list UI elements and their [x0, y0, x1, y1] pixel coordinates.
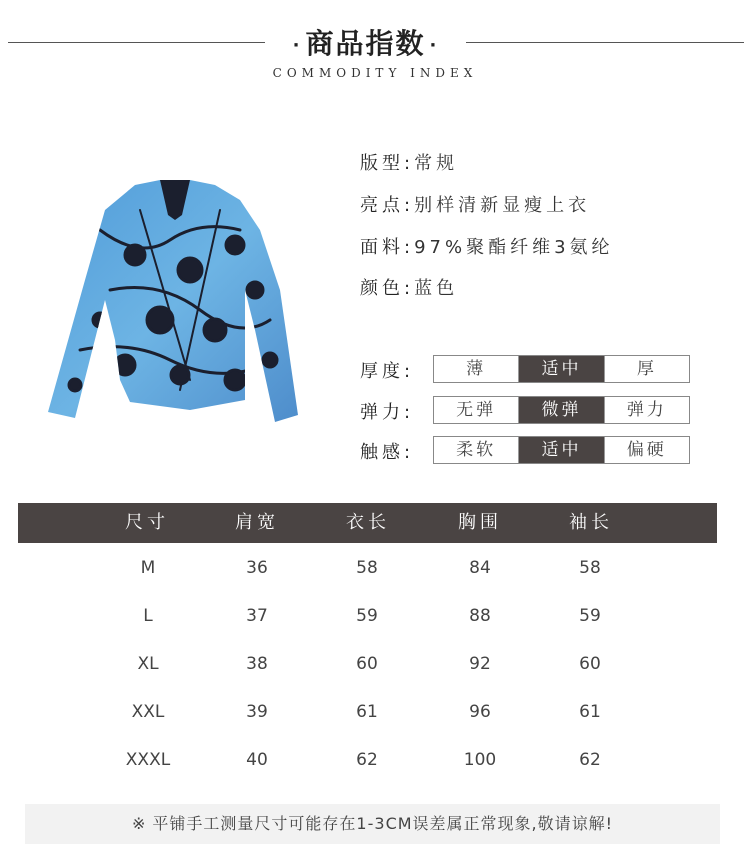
- column-header: 衣长: [346, 512, 390, 533]
- table-cell: 60: [579, 654, 601, 674]
- table-cell: M: [140, 558, 156, 578]
- spec-color: [360, 274, 458, 300]
- column-header: 肩宽: [235, 512, 279, 533]
- spec-label: 颜色:: [360, 278, 415, 299]
- spec-value: 常规: [414, 153, 459, 174]
- rating-label: 厚度:: [360, 361, 415, 382]
- column-header: 胸围: [458, 512, 502, 533]
- table-row: [18, 688, 717, 736]
- rating-options: [433, 396, 690, 424]
- table-cell: XXL: [131, 702, 165, 722]
- rating-label: 弹力:: [360, 402, 415, 423]
- table-cell: XL: [137, 654, 159, 674]
- table-cell: 96: [469, 702, 491, 722]
- table-cell: 84: [469, 558, 491, 578]
- column-header: 袖长: [569, 512, 613, 533]
- table-cell: L: [143, 606, 153, 626]
- title-dot-right: ·: [429, 34, 439, 56]
- table-cell: 58: [356, 558, 378, 578]
- spec-fit: [360, 149, 458, 175]
- table-cell: 59: [356, 606, 378, 626]
- table-cell: XXXL: [125, 750, 171, 770]
- table-cell: 100: [463, 750, 497, 770]
- header-divider-right: [466, 42, 744, 43]
- rating-options: [433, 436, 690, 464]
- rating-option: 弹力: [626, 400, 667, 420]
- rating-option: 适中: [519, 437, 604, 463]
- spec-label: 面料:: [360, 237, 415, 258]
- table-cell: 37: [246, 606, 268, 626]
- header: [0, 0, 750, 100]
- header-divider-left: [8, 42, 265, 43]
- spec-value: 别样清新显瘦上衣: [414, 195, 591, 216]
- table-cell: 40: [246, 750, 268, 770]
- size-table-header: [18, 503, 717, 543]
- spec-value: 97%聚酯纤维3氨纶: [414, 237, 614, 258]
- table-cell: 59: [579, 606, 601, 626]
- spec-highlight: [360, 191, 590, 217]
- rating-option: 偏硬: [626, 440, 667, 460]
- table-cell: 39: [246, 702, 268, 722]
- measurement-note: ※ 平铺手工测量尺寸可能存在1-3CM误差属正常现象,敬请谅解!: [25, 804, 720, 844]
- rating-option: 适中: [519, 356, 604, 382]
- table-cell: 38: [246, 654, 268, 674]
- size-table: [18, 503, 717, 770]
- rating-option: 柔软: [434, 437, 519, 463]
- spec-label: 亮点:: [360, 195, 415, 216]
- table-cell: 61: [356, 702, 378, 722]
- rating-label: 触感:: [360, 442, 415, 463]
- product-image: [40, 170, 310, 440]
- table-row: [18, 736, 717, 784]
- table-row: [18, 544, 717, 592]
- column-header: 尺寸: [125, 512, 169, 533]
- table-row: [18, 640, 717, 688]
- rating-option: 厚: [636, 359, 657, 379]
- table-cell: 61: [579, 702, 601, 722]
- table-cell: 58: [579, 558, 601, 578]
- rating-option: 薄: [434, 356, 519, 382]
- table-row: [18, 592, 717, 640]
- page-subtitle: COMMODITY INDEX: [272, 66, 478, 80]
- table-cell: 92: [469, 654, 491, 674]
- rating-option: 微弹: [519, 397, 604, 423]
- title-dot-left: ·: [292, 34, 302, 56]
- table-cell: 62: [579, 750, 601, 770]
- spec-fabric: [360, 233, 614, 259]
- page-title: [265, 22, 466, 62]
- table-cell: 62: [356, 750, 378, 770]
- table-cell: 60: [356, 654, 378, 674]
- title-text: 商品指数: [305, 27, 426, 60]
- spec-label: 版型:: [360, 153, 415, 174]
- rating-option: 无弹: [434, 397, 519, 423]
- spec-value: 蓝色: [414, 278, 459, 299]
- table-cell: 36: [246, 558, 268, 578]
- table-cell: 88: [469, 606, 491, 626]
- rating-options: [433, 355, 690, 383]
